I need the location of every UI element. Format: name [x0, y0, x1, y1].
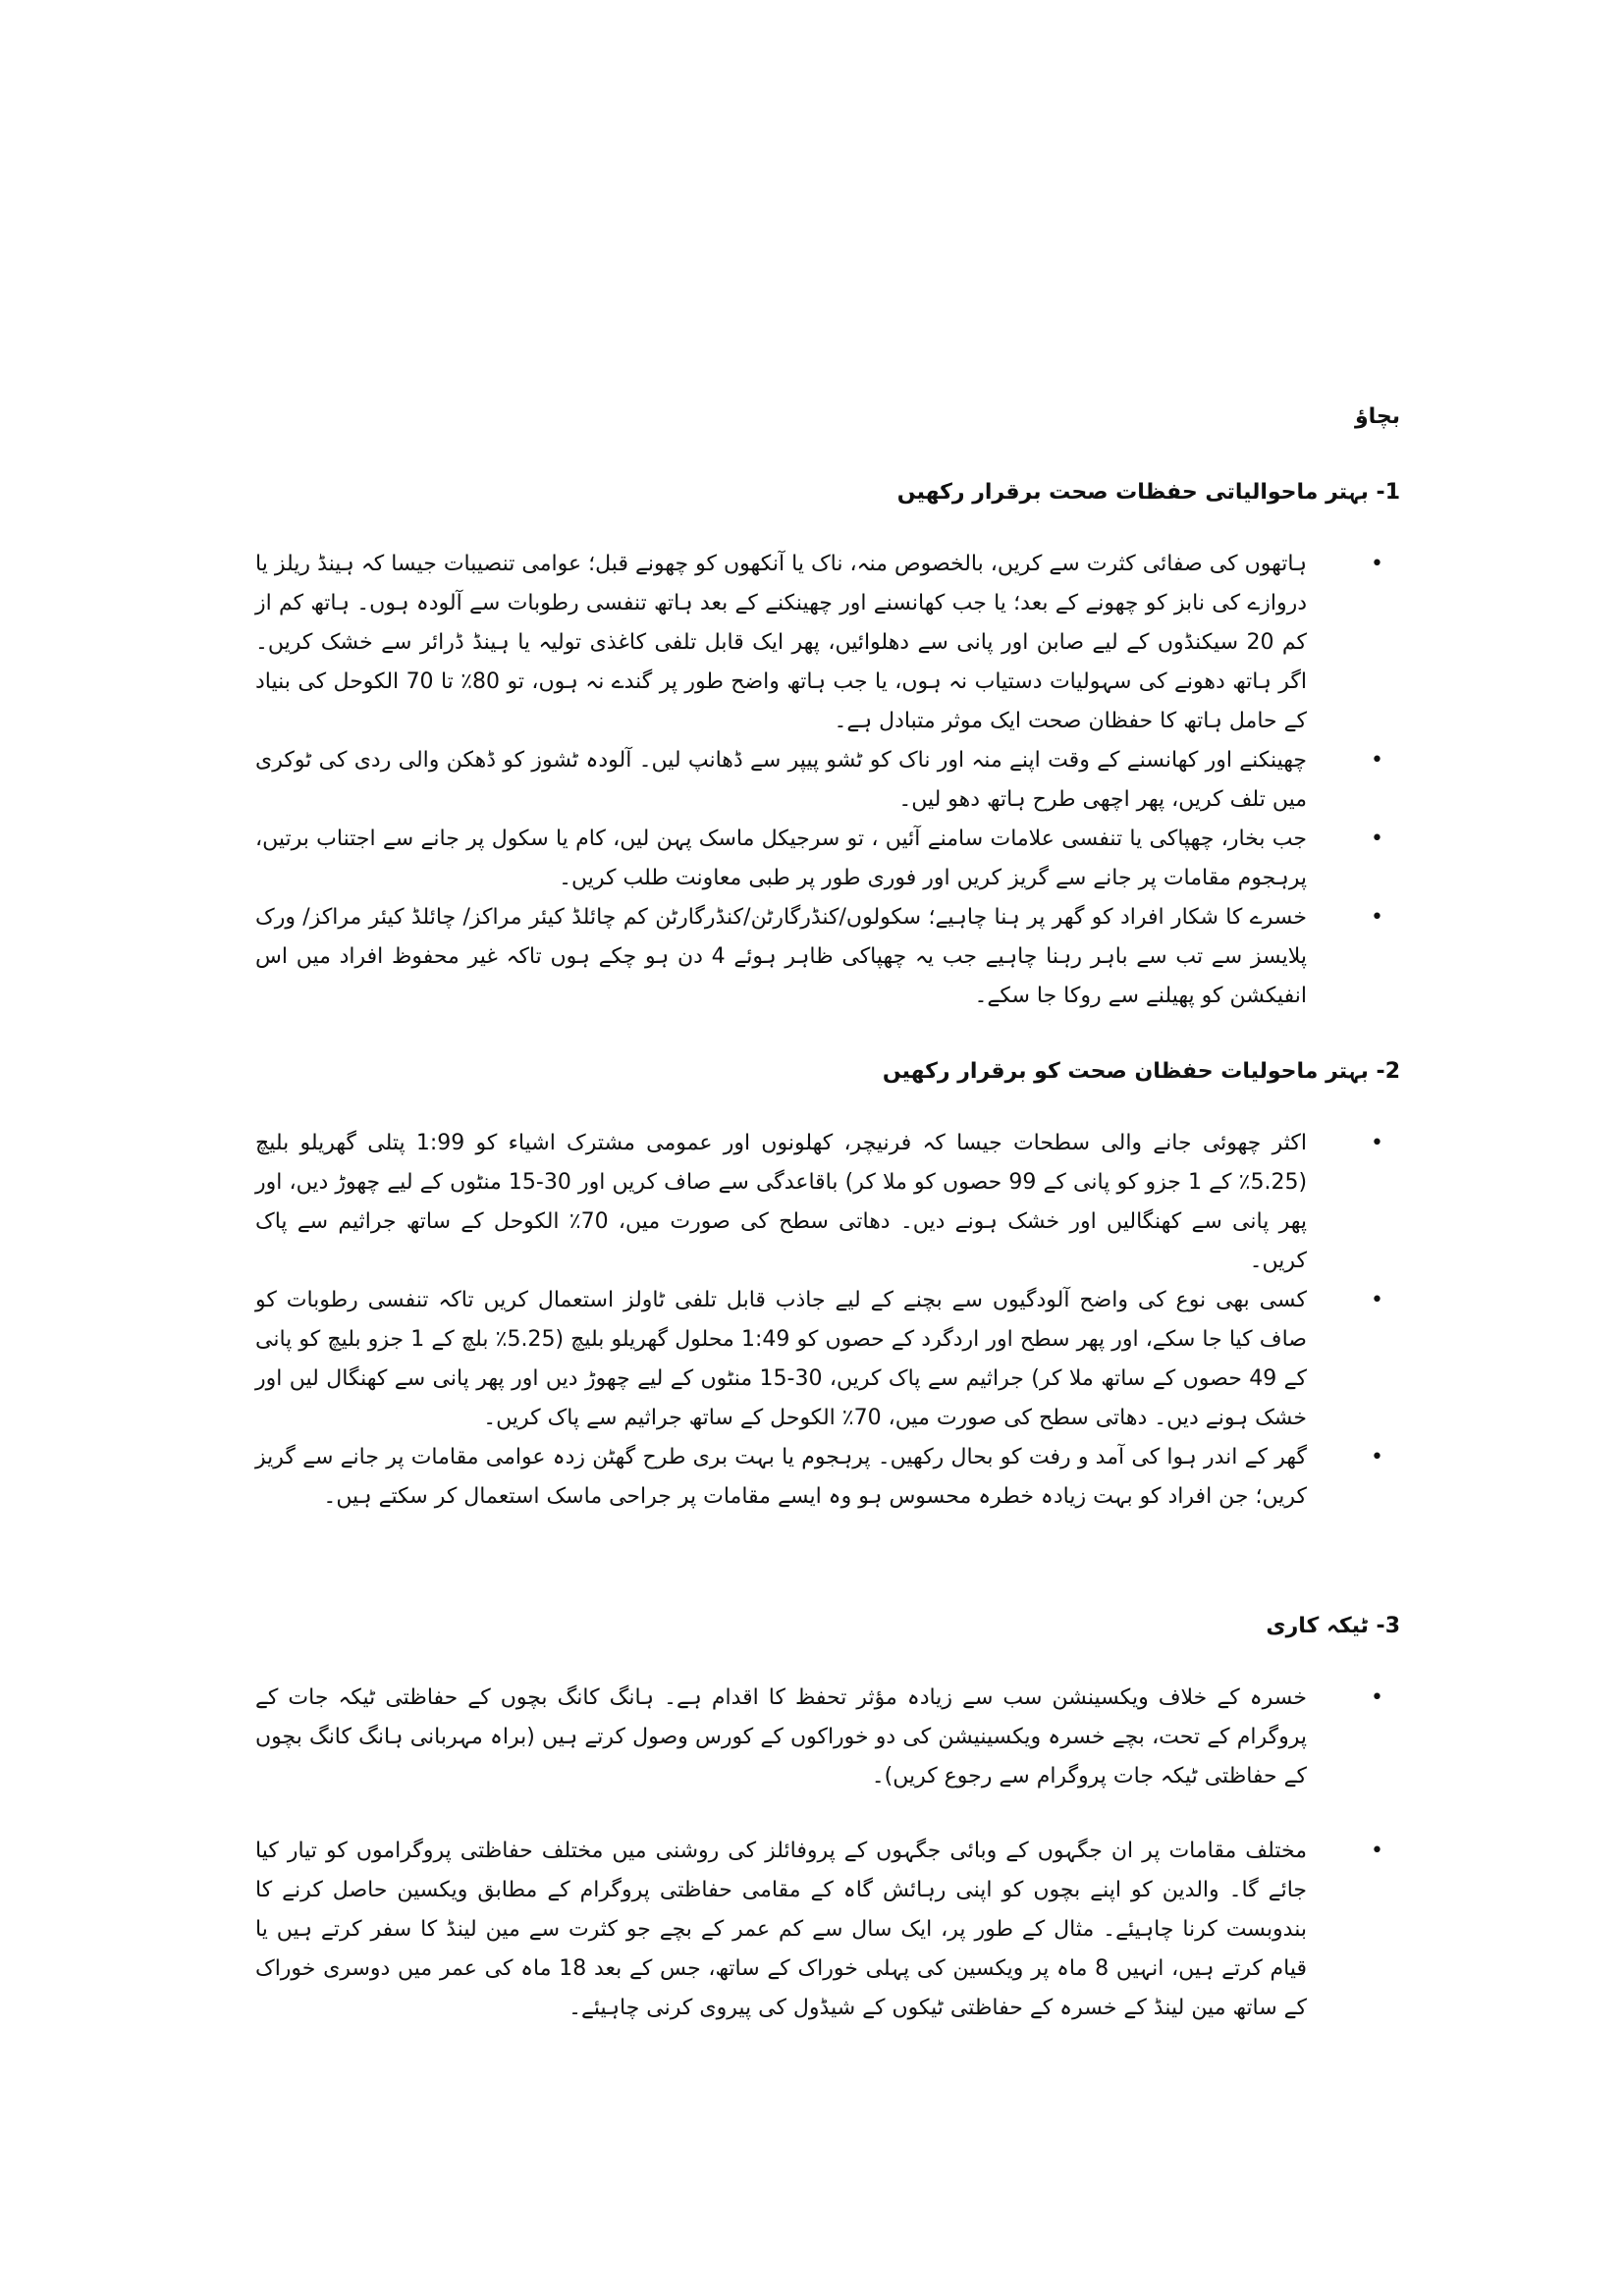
- bullet-text: جب بخار، چھپاکی یا تنفسی علامات سامنے آئیں ، تو سرجیکل ماسک پہن لیں، کام یا سکول پر جانے سے اجتناب برتیں، پرہجوم مقامات پر جانے سے گریز کریں اور فوری طور پر طبی معاونت طلب کریں۔: [255, 827, 1307, 890]
- bullet-icon: •: [1371, 1685, 1383, 1710]
- bullet-text: خسرے کا شکار افراد کو گھر پر ہنا چاہیے؛ سکولوں/کنڈرگارٹن/کنڈرگارٹن کم چائلڈ کیئر مراکز/ چائلڈ کیئر مراکز/ ورک پلایسز سے تب سے باہر رہنا چاہیے جب یہ چھپاکی ظاہر ہوئے 4 دن ہو چکے ہوں تاکہ غیر محفوظ افراد میں اس انفیکشن کو پھیلنے سے روکا جا سکے۔: [255, 905, 1307, 1008]
- section-heading: 1- بہتر ماحوالیاتی حفظات صحت برقرار رکھیں: [896, 480, 1400, 505]
- bullet-list: [255, 1679, 1400, 2028]
- bullet-icon: •: [1371, 1445, 1383, 1469]
- list-item: [255, 820, 1383, 898]
- bullet-icon: •: [1371, 1131, 1383, 1155]
- section-vaccination: [255, 1610, 1400, 2028]
- bullet-icon: •: [1371, 748, 1383, 773]
- list-item: [255, 1281, 1383, 1438]
- bullet-icon: •: [1371, 1839, 1383, 1863]
- bullet-text: اکثر چھوئی جانے والی سطحات جیسا کہ فرنیچر، کھلونوں اور عمومی مشترک اشیاء کو 1:99 پتلی گھریلو بلیچ (5.25٪ کے 1 جزو کو پانی کے 99 حصوں کو ملا کر) باقاعدگی سے صاف کریں اور 30-15 منٹوں کے لیے چھوڑ دیں، اور پھر پانی سے کھنگالیں اور خشک ہونے دیں۔ دھاتی سطح کی صورت میں، 70٪ الکوحل کے ساتھ جراثیم سے پاک کریں۔: [255, 1131, 1308, 1273]
- bullet-list: [255, 545, 1400, 1016]
- bullet-icon: •: [1371, 827, 1383, 851]
- list-item: [255, 1124, 1383, 1281]
- list-item: [255, 545, 1383, 741]
- section-heading: 2- بہتر ماحولیات حفظان صحت کو برقرار رکھیں: [882, 1059, 1400, 1084]
- bullet-text: ہاتھوں کی صفائی کثرت سے کریں، بالخصوص منہ، ناک یا آنکھوں کو چھونے قبل؛ عوامی تنصیبات جیسا کہ ہینڈ ریلز یا دروازے کی نابز کو چھونے کے بعد؛ یا جب کھانسنے اور چھینکنے کے بعد ہاتھ تنفسی رطوبات سے آلودہ ہوں۔ ہاتھ کم از کم 20 سیکنڈوں کے لیے صابن اور پانی سے دھلوائیں، پھر ایک قابل تلفی کاغذی تولیہ یا ہینڈ ڈرائر سے خشک کریں۔ اگر ہاتھ دھونے کی سہولیات دستیاب نہ ہوں، یا جب ہاتھ واضح طور پر گندے نہ ہوں، تو 80٪ تا 70 الکوحل کی بنیاد کے حامل ہاتھ کا حفظان صحت ایک موثر متبادل ہے۔: [255, 552, 1308, 733]
- bullet-text: خسرہ کے خلاف ویکسینشن سب سے زیادہ مؤثر تحفظ کا اقدام ہے۔ ہانگ کانگ بچوں کے حفاظتی ٹیکہ جات کے پروگرام کے تحت، بچے خسرہ ویکسینیشن کی دو خوراکوں کے کورس وصول کرتے ہیں (براہ مہربانی ہانگ کانگ بچوں کے حفاظتی ٹیکہ جات پروگرام سے رجوع کریں)۔: [255, 1685, 1307, 1789]
- section-heading: 3- ٹیکہ کاری: [1266, 1614, 1400, 1638]
- bullet-text: چھینکنے اور کھانسنے کے وقت اپنے منہ اور ناک کو ٹشو پیپر سے ڈھانپ لیں۔ آلودہ ٹشوز کو ڈھکن والی ردی کی ٹوکری میں تلف کریں، پھر اچھی طرح ہاتھ دھو لیں۔: [255, 748, 1307, 812]
- section-surface-hygiene: [255, 1055, 1400, 1517]
- list-item: [255, 741, 1383, 820]
- bullet-list: [255, 1124, 1400, 1517]
- list-item: [255, 1679, 1383, 1796]
- document-title: بچاؤ: [1354, 404, 1400, 429]
- bullet-icon: •: [1371, 1288, 1383, 1312]
- bullet-icon: •: [1371, 552, 1383, 576]
- bullet-text: کسی بھی نوع کی واضح آلودگیوں سے بچنے کے لیے جاذب قابل تلفی ٹاولز استعمال کریں تاکہ تنفسی رطوبات کو صاف کیا جا سکے، اور پھر سطح اور اردگرد کے حصوں کو 1:49 محلول گھریلو بلیچ (5.25٪ بلچ کے 1 جزو بلیچ کو پانی کے 49 حصوں کے ساتھ ملا کر) جراثیم سے پاک کریں، 30-15 منٹوں کے لیے چھوڑ دیں اور پھر پانی سے کھنگال لیں اور خشک ہونے دیں۔ دھاتی سطح کی صورت میں، 70٪ الکوحل کے ساتھ جراثیم سے پاک کریں۔: [255, 1288, 1308, 1430]
- list-item: [255, 1438, 1383, 1517]
- bullet-text: مختلف مقامات پر ان جگہوں کے وبائی جگہوں کے پروفائلز کی روشنی میں مختلف حفاظتی پروگراموں کو تیار کیا جائے گا۔ والدین کو اپنے بچوں کو اپنی رہائش گاہ کے مقامی حفاظتی پروگرام کے مطابق ویکسین حاصل کرنے کا بندوبست کرنا چاہیئے۔ مثال کے طور پر، ایک سال سے کم عمر کے بچے جو کثرت سے مین لینڈ کا سفر کرتے ہیں یا قیام کرتے ہیں، انہیں 8 ماہ پر ویکسین کی پہلی خوراک کے ساتھ، جس کے بعد 18 ماہ کی عمر میں دوسری خوراک کے ساتھ مین لینڈ کے خسرہ کے حفاظتی ٹیکوں کے شیڈول کی پیروی کرنی چاہیئے۔: [255, 1839, 1307, 2020]
- bullet-text: گھر کے اندر ہوا کی آمد و رفت کو بحال رکھیں۔ پرہجوم یا بہت بری طرح گھٹن زدہ عوامی مقامات پر جانے سے گریز کریں؛ جن افراد کو بہت زیادہ خطرہ محسوس ہو وہ ایسے مقامات پر جراحی ماسک استعمال کر سکتے ہیں۔: [255, 1445, 1307, 1509]
- list-item: [255, 898, 1383, 1016]
- list-item: [255, 1832, 1383, 2028]
- bullet-icon: •: [1371, 905, 1383, 930]
- section-environmental-hygiene: [255, 476, 1400, 1016]
